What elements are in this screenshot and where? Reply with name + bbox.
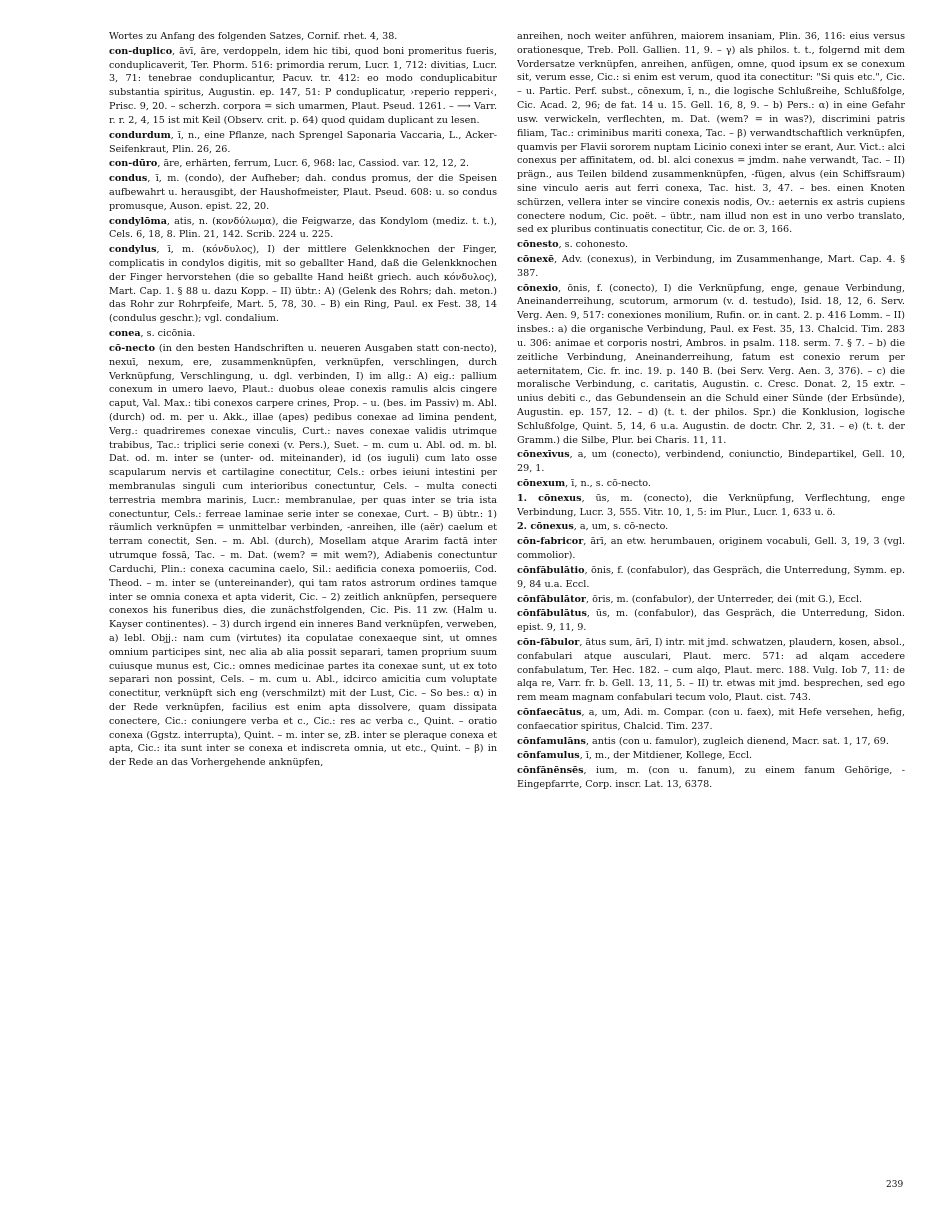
dictionary-entry [517, 636, 905, 705]
entry-text: , ī, m., der Mitdiener, Kollege, Eccl. [579, 750, 753, 762]
entry-text: , a, um, Adi. m. Compar. (con u. faex), mit Hefe versehen, hefig, confaecatior spiritus, Chalcid. Tim. 237. [517, 707, 905, 732]
entry-text: , ārī, an etw. herumbauen, originem vocabuli, Gell. 3, 19, 3 (vgl. commolior). [517, 536, 905, 562]
dictionary-entry [517, 282, 905, 448]
entry-lemma: condylus [109, 244, 157, 256]
entry-lemma: cōnfābulātor [517, 593, 586, 605]
entry-text: , ium, m. (con u. fanum), zu einem fanum Gehörige, -Eingepfarrte, Corp. inscr. Lat. 13, 6378. [517, 765, 905, 791]
entry-text: , a, um (conecto), verbindend, coniunctio, Bindepartikel, Gell. 10, 29, 1. [517, 449, 905, 475]
dictionary-entry [109, 342, 497, 770]
entry-text: , ūs, m. (confabulor), das Gespräch, die Unterredung, Sidon. epist. 9, 11, 9. [517, 608, 905, 634]
entry-lemma: cōnfānēnsēs [517, 765, 584, 777]
entry-text: , ōnis, f. (conecto), I) die Verknüpfung, enge, genaue Verbindung, Aneinanderreihung, scutorum, armorum (v. d. testudo), Isid. 18, 12, 6. Serv. Verg. Aen. 9, 517: conexiones monilium, Rufin. or. in cant. 2. p. 416 Lomm. – II) insbes.: a) die organische Verbindung, Paul. ex Fest. 35, 13. Chalcid. Tim. 283 u. 306: animae et corporis nostri, Ambros. in psalm. 118. serm. 7. § 7. – b) die zeitliche Verbindung, Aneinanderreihung, fatum est conexio rerum per aeternitatem, Cic. fr. inc. 19. p. 140 B. (bei Serv. Verg. Aen. 3, 376). – c) die moralische Verbindung, c. caritatis, Augustin. c. Cresc. Donat. 2, 15 extr. – unius debiti c., das Gebundensein an die Schuld einer Sünde (der Erbsünde), Augustin. ep. 157, 12. – d) (t. t. der philos. Spr.) die Konklusion, logische Schlußfolge, Quint. 5, 14, 6 u.a. Augustin. de doctr. Chr. 2, 31. – e) (t. t. der Gramm.) die Silbe, Plur. bei Charis. 11, 11. [517, 282, 905, 446]
dictionary-entry [517, 564, 905, 592]
dictionary-entry [517, 448, 905, 476]
dictionary-entry [109, 243, 497, 326]
entry-lemma: cōnfaecātus [517, 707, 582, 718]
dictionary-entry [109, 327, 497, 341]
entry-lemma: con-dūro [109, 158, 158, 170]
entry-text: , ī, m. (κόνδυλος), I) der mittlere Gelenkknochen der Finger, complicatis in condylos digitis, mit so geballter Hand, daß die Gelenkknochen der Finger hervorstehen (die so geballte Hand heißt griech. auch κόνδυλος), Mart. Cap. 1. § 88 u. dazu Kopp. – II) übtr.: A) (Gelenk des Rohrs; dah. meton.) das Rohr zur Rohrpfeife, Mart. 5, 78, 30. – B) ein Ring, Paul. ex Fest. 38, 14 (condulus geschr.); vgl. condalium. [109, 244, 497, 325]
entry-lemma: cōn-fabricor [517, 536, 584, 548]
dictionary-entry [109, 129, 497, 157]
dictionary-entry [517, 492, 905, 520]
dictionary-entry [109, 215, 497, 243]
dictionary-entry [109, 172, 497, 213]
entry-text: , antis (con u. famulor), zugleich dienend, Macr. sat. 1, 17, 69. [585, 735, 889, 747]
entry-lemma: cōnexīvus [517, 449, 570, 461]
entry-lemma: cō-necto [109, 342, 155, 354]
dictionary-entry: Wortes zu Anfang des folgenden Satzes, Cornif. rhet. 4, 38. [109, 31, 398, 42]
entry-text: , ī, n., eine Pflanze, nach Sprengel Saponaria Vaccaria, L., Acker-Seifenkraut, Plin. 26, 26. [109, 129, 497, 155]
entry-text: , āre, erhärten, ferrum, Lucr. 6, 968: lac, Cassiod. var. 12, 12, 2. [157, 158, 469, 170]
entry-lemma: con-duplico [109, 45, 173, 57]
left-column [109, 30, 497, 1180]
dictionary-entry [517, 607, 905, 635]
entry-text: , ī, n., s. cō-necto. [565, 478, 651, 489]
entry-lemma: cōnesto [517, 239, 559, 251]
dictionary-entry [517, 593, 905, 607]
entry-lemma: cōn-fābulor [517, 636, 580, 648]
entry-text: , s. cohonesto. [558, 239, 629, 251]
dictionary-entry [517, 238, 905, 252]
entry-text: , a, um, s. cō-necto. [573, 521, 669, 533]
entry-lemma: cōnfamulus [517, 750, 580, 762]
entry-text: , ōris, m. (confabulor), der Unterreder, dei (mit G.), Eccl. [586, 593, 863, 605]
dictionary-entry [517, 535, 905, 563]
dictionary-entry [517, 253, 905, 281]
entry-lemma: 2. cōnexus [517, 521, 574, 533]
entry-lemma: condus [109, 173, 148, 185]
entry-text: , ūs, m. (conecto), die Verknüpfung, Verflechtung, enge Verbindung, Lucr. 3, 555. Vitr. 10, 1, 5: im Plur., Lucr. 1, 633 u. ö. [517, 492, 905, 518]
entry-lemma: cōnexum [517, 478, 566, 489]
page-number: 239 [886, 1180, 904, 1190]
entry-text: , ōnis, f. (confabulor), das Gespräch, die Unterredung, Symm. ep. 9, 84 u.a. Eccl. [517, 564, 905, 590]
dictionary-entry [517, 749, 905, 763]
entry-lemma: cōnfamulāns [517, 735, 586, 747]
entry-text: , ātus sum, ārī, I) intr. mit jmd. schwatzen, plaudern, kosen, absol., confabulari atque ausculari, Plaut. merc. 571: ad alqam accedere confabulatum, Ter. Hec. 182. – cum alqo, Plaut. merc. 188. Vulg. Iob 7, 11: de alqa re, Varr. fr. b. Gell. 13, 11, 5. – II) tr. etwas mit jmd. besprechen, sed ego rem meam magnam confabulari tecum volo, Plaut. cist. 743. [517, 636, 905, 704]
entry-text: , Adv. (conexus), in Verbindung, im Zusammenhange, Mart. Cap. 4. § 387. [517, 254, 905, 279]
dictionary-entry [517, 706, 905, 734]
entry-text: , ī, m. (condo), der Aufheber; dah. condus promus, der die Speisen aufbewahrt u. herausgibt, der Haushofmeister, Plaut. Pseud. 608: u. so condus promusque, Auson. epist. 22, 20. [109, 173, 497, 212]
entry-lemma: cōnexē [517, 254, 555, 265]
entry-lemma: cōnfābulātus [517, 608, 587, 620]
entry-lemma: conea [109, 328, 141, 340]
entry-lemma: cōnfābulātio [517, 564, 585, 576]
entry-lemma: condurdum [109, 129, 171, 141]
dictionary-entry [517, 764, 905, 792]
entry-text: , āvī, āre, verdoppeln, idem hic tibi, quod boni promeritus fueris, conduplicaverit, Ter. Phorm. 516: primordia rerum, Lucr. 1, 712: divitias, Lucr. 3, 71: tenebrae conduplicantur, Pacuv. tr. 412: eo modo conduplicabitur substantia spiritus, Augustin. ep. 147, 51: P conduplicatur, ›reperio repperi‹, Prisc. 9, 20. – scherzh. corpora = sich umarmen, Plaut. Pseud. 1261. – ⟶ Varr. r. r. 2, 4, 15 ist mit Keil (Observ. crit. p. 64) quod quidam duplicant zu lesen. [109, 45, 497, 126]
entry-lemma: cōnexio [517, 282, 559, 294]
dictionary-entry [109, 45, 497, 128]
entry-text: (in den besten Handschriften u. neueren Ausgaben statt con-necto), nexuī, nexum, ere, zusammenknüpfen, verknüpfen, verschlingen, durch Verknüpfung, Verschlingung, u. dgl. verbinden, I) im allg.: A) eig.: pallium conexum in umero laevo, Plaut.: duobus oleae conexis ramulis alcis cingere caput, Val. Max.: tibi conexos carpere crines, Prop. – u. (bes. im Passiv) m. Abl. (durch) od. m. per u. Akk., illae (apes) pedibus conexae ad limina pendent, Verg.: quadriremes conexae vinculis, Curt.: naves conexae validis utrimque trabibus, Tac.: triplici serie conexi (v. Pers.), Suet. – m. cum u. Abl. od. m. bl. Dat. od. m. inter se (unter- od. miteinander), id (os iuguli) cum lato osse scapularum nervis et cartilagine conectitur, Cels.: orbes ieiuni intestini per membranulas singuli cum interioribus conectuntur, Cels. – multa conecti terrestria membra marinis, Lucr.: membranulae, per quas inter se tria ista conectuntur, Cels.: ferreae laminae serie inter se conexae, Curt. – B) übtr.: 1) räumlich verknüpfen = unmittelbar verbinden, -anreihen, ille (aër) caelum et terram conectit, Sen. – m. Abl. (durch), Mosellam atque Ararim factā inter utrumque fossā, Tac. – m. Dat. (wem? = mit wem?), Adiabenis conectuntur Carduchi, Plin.: conexa cacumina caelo, Sil.: aedificia conexa pomoeriis, Cod. Theod. – m. inter se (untereinander), qui tam ratos astrorum ordines tamque inter se omnia conexa et apta viderit, Cic. – 2) zeitlich anknüpfen, persequere conexos his funeribus dies, die zunächstfolgenden, Cic. Pis. 11 zw. (Halm u. Kayser continentes). – 3) durch irgend ein inneres Band verknüpfen, verweben, a) lebl. Objj.: nam cum (virtutes) ita copulatae conexaeque sint, ut omnes omnium participes sint, nec alia ab alia possit separari, tamen proprium suum cuiusque munus est, Cic.: omnes medicinae partes ita conexae sunt, ut ex toto separari non possint, Cels. – m. cum u. Abl., idcirco amicitia cum voluptate conectitur, verknüpft sich eng (verschmilzt) mit der Lust, Cic. – So bes.: α) in der Rede verknüpfen, facilius est enim apta dissolvere, quam dissipata conectere, Cic.: coniungere verba et c., Cic.: res ac verba c., Quint. – oratio conexa (Ggstz. interrupta), Quint. – m. inter se, zB. inter se pleraque conexa et apta, Cic.: ita sunt inter se conexa et indiscreta omnia, ut etc., Quint. – β) in der Rede an das Vorhergehende anknüpfen, [109, 342, 497, 769]
dictionary-entry [517, 735, 905, 749]
right-column [517, 30, 905, 1180]
dictionary-entry: anreihen, noch weiter anführen, maiorem insaniam, Plin. 36, 116: eius versus orationesque, Treb. Poll. Gallien. 11, 9. – γ) als philos. t. t., folgernd mit dem Vordersatze verknüpfen, anreihen, anfügen, omne, quod ipsum ex se conexum sit, verum esse, Cic.: si enim est verum, quod ita conectitur: "Si quis etc.", Cic. – u. Partic. Perf. subst., cōnexum, ī, n., die logische Schlußreihe, Schlußfolge, Cic. Acad. 2, 96; de fat. 14 u. 15. Gell. 16, 8, 9. – b) Pers.: α) in eine Gefahr usw. verwickeln, verflechten, m. Dat. (wem? = in was?), discrimini patris filiam, Tac.: criminibus mariti conexa, Tac. – β) verwandtschaftlich verknüpfen, quamvis per Flavii sororem nuptam Licinio conexi inter se erant, Aur. Vict.: alci conexus per affinitatem, od. bl. alci conexus = jmdm. nahe verwandt, Tac. – II) prägn., aus Teilen bildend zusammenknüpfen, -fügen, alvus (ein Schiffsraum) sine vinculo aeris aut ferri conexa, Tac. hist. 3, 47. – bes. einen Knoten schürzen, vellera inter se vincire conexis nodis, Ov.: aeternis ex astris cupiens conectere nodum, Cic. poët. – übtr., nam illud non est in uno verbo translato, sed ex pluribus continuatis conectitur, Cic. de or. 3, 166. [517, 31, 905, 236]
entry-lemma: 1. cōnexus [517, 492, 582, 504]
dictionary-entry [109, 157, 497, 171]
dictionary-entry [517, 477, 905, 491]
dictionary-entry [517, 520, 905, 534]
entry-text: , atis, n. (κονδύλωμα), die Feigwarze, das Kondylom (mediz. t. t.), Cels. 6, 18, 8. Plin. 21, 142. Scrib. 224 u. 225. [109, 215, 497, 241]
entry-text: , s. cicōnia. [140, 328, 196, 340]
entry-lemma: condylōma [109, 215, 167, 227]
